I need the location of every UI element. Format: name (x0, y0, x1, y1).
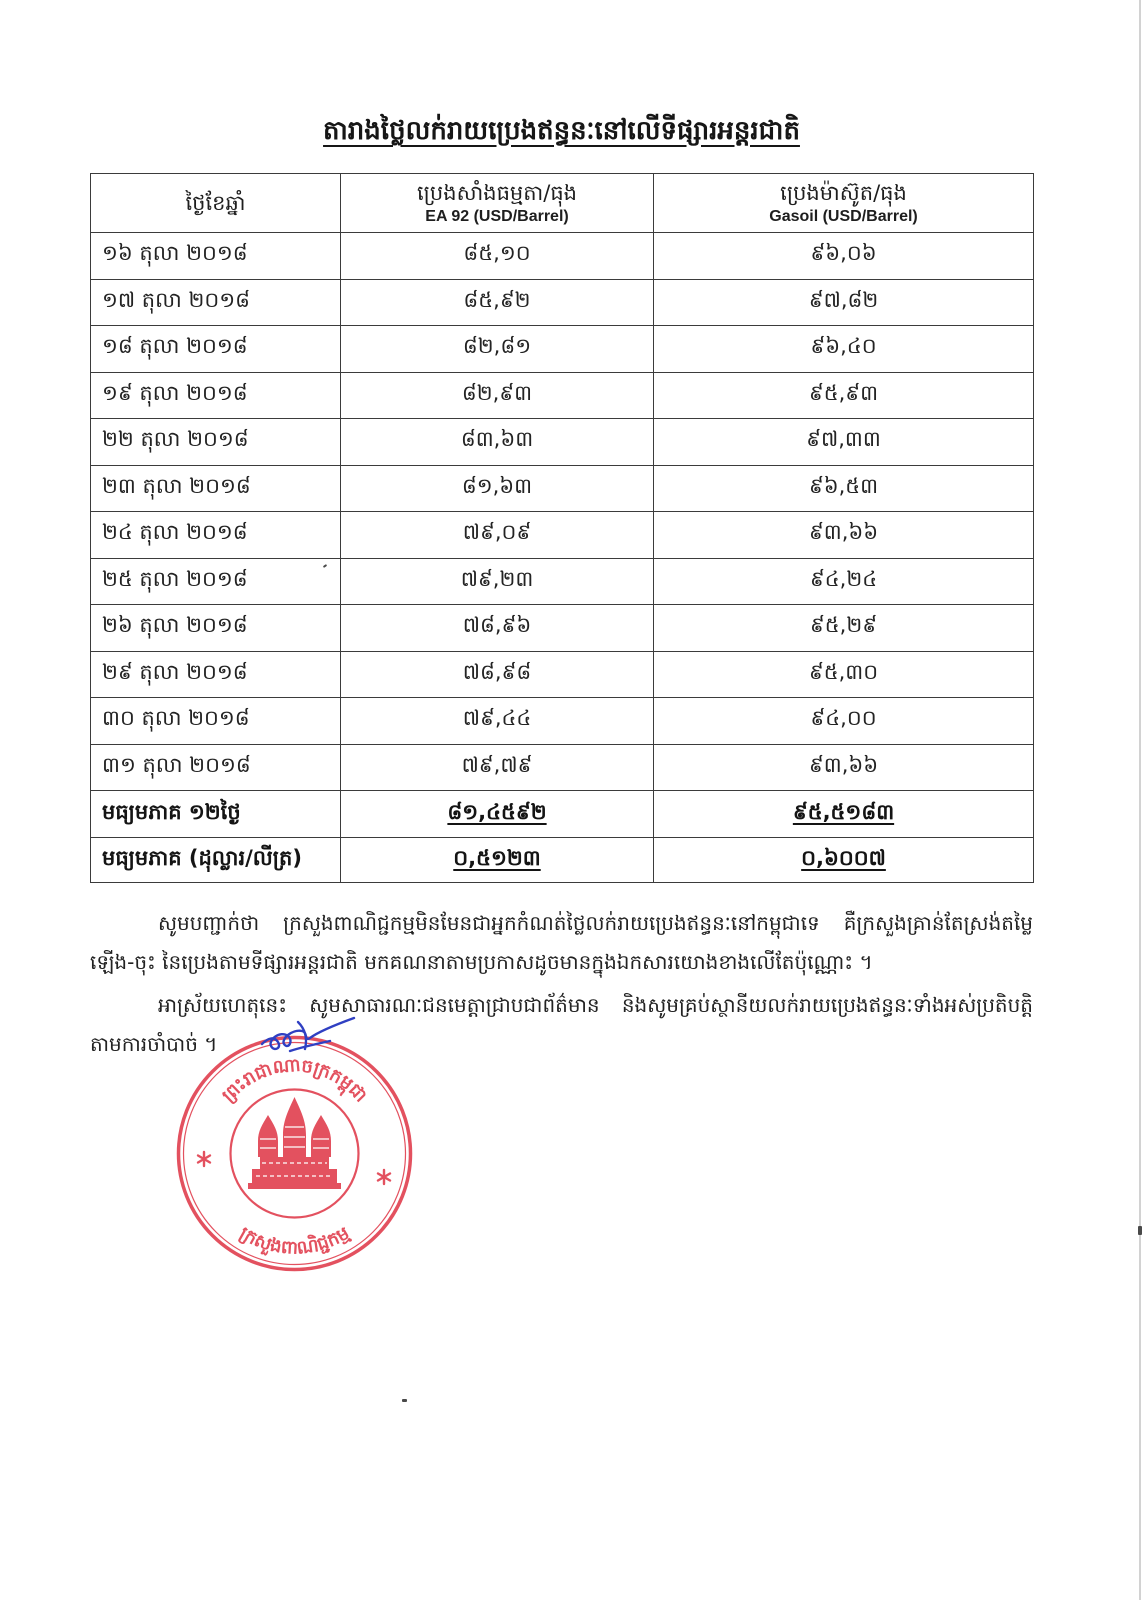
gasoil-price-cell: ៩៥,២៩ (654, 605, 1034, 652)
average-gasoil-value: ៩៥,៥១៨៣ (792, 799, 895, 824)
ea92-price-cell: ៨៥,៩២ (341, 279, 654, 326)
per-liter-gasoil-value: ០,៦០០៧ (801, 845, 886, 870)
seal-bottom-text (236, 1223, 353, 1259)
average-12-days-label: មធ្យមភាគ ១២ថ្ងៃ (91, 791, 341, 838)
seal-top-text-path: ព្រះរាជាណាចក្រកម្ពុជា (218, 1054, 372, 1107)
date-cell: ៣១ តុលា ២០១៨ (91, 744, 341, 791)
scan-speck (1138, 1226, 1142, 1235)
ea92-price-cell: ៧៩,៤៤ (341, 698, 654, 745)
ea92-price-cell: ៨២,៩៣ (341, 372, 654, 419)
ea92-price-cell: ៧៩,២៣ (341, 558, 654, 605)
header-gasoil-label: ប្រេងម៉ាស៊ូត/ធុង (780, 181, 907, 205)
fuel-price-table (90, 173, 1034, 883)
gasoil-price-cell: ៩៦,០៦ (654, 233, 1034, 280)
table-row (91, 512, 1034, 559)
table-row (91, 651, 1034, 698)
table-row (91, 558, 1034, 605)
date-cell: ១៩ តុលា ២០១៨ (91, 372, 341, 419)
seal-star-left-icon (198, 1152, 210, 1166)
table-header-row (91, 174, 1034, 233)
gasoil-price-cell: ៩៦,៥៣ (654, 465, 1034, 512)
table-row (91, 744, 1034, 791)
gasoil-price-cell: ៩៤,០០ (654, 698, 1034, 745)
gasoil-price-cell: ៩៥,៣០ (654, 651, 1034, 698)
header-gasoil (654, 174, 1034, 233)
ea92-price-cell: ៨១,៦៣ (341, 465, 654, 512)
average-per-liter-row (91, 838, 1034, 883)
date-cell: ១៦ តុលា ២០១៨ (91, 233, 341, 280)
header-ea92 (341, 174, 654, 233)
gasoil-price-cell: ៩៥,៩៣ (654, 372, 1034, 419)
table-row (91, 279, 1034, 326)
table-row (91, 233, 1034, 280)
per-liter-ea92-cell (341, 838, 654, 883)
date-cell: ១៧ តុលា ២០១៨ (91, 279, 341, 326)
seal-bottom-text-path: ក្រសួងពាណិជ្ជកម្ម (235, 1222, 354, 1259)
header-ea92-label: ប្រេងសាំងធម្មតា/ធុង (417, 181, 577, 205)
seal-star-right-icon (378, 1170, 390, 1184)
ea92-price-cell: ៧៩,៧៩ (341, 744, 654, 791)
gasoil-price-cell: ៩៣,៦៦ (654, 512, 1034, 559)
gasoil-price-cell: ៩៣,៦៦ (654, 744, 1034, 791)
note-paragraph-instruction: អាស្រ័យហេតុនេះ សូមសាធារណៈជនមេត្តាជ្រាបជាព័ត៌មាន និងសូមគ្រប់ស្ថានីយលក់រាយប្រេងឥន្ធនៈទាំងអស់ប្រតិបត្តិតាមការចាំបាច់ ។ (90, 993, 1033, 1056)
header-date (91, 174, 341, 233)
header-ea92-unit: EA 92 (USD/Barrel) (425, 208, 569, 225)
date-cell: ២៤ តុលា ២០១៨ (91, 512, 341, 559)
table-body (91, 233, 1034, 883)
signature (258, 1014, 358, 1058)
table-row (91, 605, 1034, 652)
per-liter-ea92-value: ០,៥១២៣ (453, 845, 541, 870)
ministry-seal-stamp (172, 1031, 417, 1276)
average-ea92-value: ៨១,៤៥៩២ (447, 799, 547, 824)
ea92-price-cell: ៨៣,៦៣ (341, 419, 654, 466)
header-gasoil-unit: Gasoil (USD/Barrel) (769, 208, 918, 225)
scan-speck (402, 1399, 407, 1402)
ea92-price-cell: ៨២,៨១ (341, 326, 654, 373)
table-row (91, 372, 1034, 419)
gasoil-price-cell: ៩៤,២៤ (654, 558, 1034, 605)
document-title: តារាងថ្លៃលក់រាយប្រេងឥន្ធនៈនៅលើទីផ្សារអន្តរជាតិ (323, 116, 800, 146)
table-header (91, 174, 1034, 233)
table-row (91, 419, 1034, 466)
date-cell: ១៨ តុលា ២០១៨ (91, 326, 341, 373)
average-ea92-cell (341, 791, 654, 838)
scan-edge-line (1139, 0, 1141, 1600)
ea92-price-cell: ៨៥,១០ (341, 233, 654, 280)
date-cell: ២២ តុលា ២០១៨ (91, 419, 341, 466)
average-gasoil-cell (654, 791, 1034, 838)
angkor-temple-icon (248, 1097, 341, 1189)
table-row (91, 698, 1034, 745)
ea92-price-cell: ៧៩,០៩ (341, 512, 654, 559)
average-12-days-row (91, 791, 1034, 838)
ea92-price-cell: ៧៨,៩៨ (341, 651, 654, 698)
per-liter-gasoil-cell (654, 838, 1034, 883)
header-date-label: ថ្ងៃខែឆ្នាំ (185, 191, 246, 215)
gasoil-price-cell: ៩៧,៣៣ (654, 419, 1034, 466)
date-cell: ២៩ តុលា ២០១៨ (91, 651, 341, 698)
note-paragraph-clarification: សូមបញ្ជាក់ថា ក្រសួងពាណិជ្ជកម្មមិនមែនជាអ្នកកំណត់ថ្លៃលក់រាយប្រេងឥន្ធនៈនៅកម្ពុជាទេ គឺក្រសួងគ្រាន់តែស្រង់តម្លៃឡើង-ចុះ នៃប្រេងតាមទីផ្សារអន្តរជាតិ មកគណនាតាមប្រកាសដូចមានក្នុងឯកសារយោងខាងលើតែប៉ុណ្ណោះ ។ (90, 911, 1033, 974)
date-cell: ២៦ តុលា ២០១៨ (91, 605, 341, 652)
date-cell: ៣០ តុលា ២០១៨ (91, 698, 341, 745)
ea92-price-cell: ៧៨,៩៦ (341, 605, 654, 652)
date-cell: ២៣ តុលា ២០១៨ (91, 465, 341, 512)
gasoil-price-cell: ៩៧,៨២ (654, 279, 1034, 326)
table-row (91, 326, 1034, 373)
gasoil-price-cell: ៩៦,៤០ (654, 326, 1034, 373)
average-per-liter-label: មធ្យមភាគ (ដុល្លារ/លីត្រ) (91, 838, 341, 883)
date-cell: ២៥ តុលា ២០១៨ (91, 558, 341, 605)
table-row (91, 465, 1034, 512)
